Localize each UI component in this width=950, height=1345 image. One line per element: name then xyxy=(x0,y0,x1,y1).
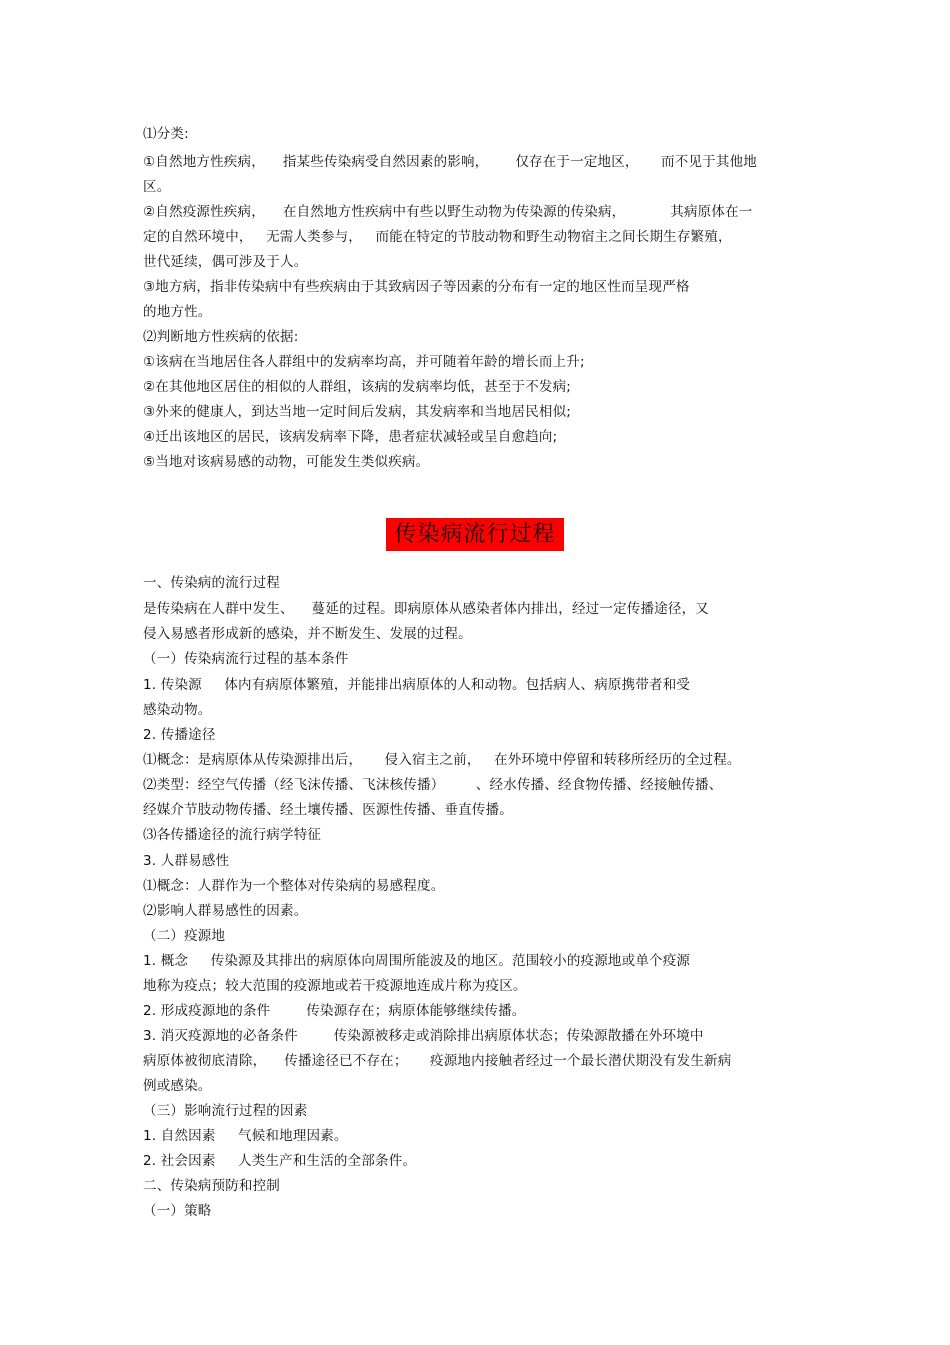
text-line: ⑵影响人群易感性的因素。 xyxy=(143,903,308,919)
text-line: ②在其他地区居住的相似的人群组，该病的发病率均低，甚至于不发病; xyxy=(143,379,572,395)
text-line: ⑵判断地方性疾病的依据: xyxy=(143,329,299,345)
text-line: （一）策略 xyxy=(143,1203,212,1219)
text-line: 2. 传播途径 xyxy=(143,727,216,743)
text-line: 1. 传染源 体内有病原体繁殖，并能排出病原体的人和动物。包括病人、病原携带者和受 xyxy=(143,677,691,693)
text-line: 二、传染病预防和控制 xyxy=(143,1178,280,1194)
text-line: 地称为疫点；较大范围的疫源地或若干疫源地连成片称为疫区。 xyxy=(143,978,527,994)
text-line: 2. 社会因素 人类生产和生活的全部条件。 xyxy=(143,1153,417,1169)
text-line: ③地方病，指非传染病中有些疾病由于其致病因子等因素的分布有一定的地区性而呈现严格 xyxy=(143,279,690,295)
text-line: 例或感染。 xyxy=(143,1078,212,1094)
text-line: ①该病在当地居住各人群组中的发病率均高，并可随着年龄的增长而上升; xyxy=(143,354,585,370)
text-line: 一、传染病的流行过程 xyxy=(143,575,280,591)
text-line: （一）传染病流行过程的基本条件 xyxy=(143,651,349,667)
text-line: 感染动物。 xyxy=(143,702,212,718)
text-line: ⑵类型：经空气传播（经飞沫传播、飞沫核传播） 、经水传播、经食物传播、经接触传播、 xyxy=(143,777,723,793)
text-line: （三）影响流行过程的因素 xyxy=(143,1103,308,1119)
text-line: （二）疫源地 xyxy=(143,928,226,944)
text-line: 2. 形成疫源地的条件 传染源存在；病原体能够继续传播。 xyxy=(143,1003,526,1019)
text-line: ⑶各传播途径的流行病学特征 xyxy=(143,827,322,843)
text-line: 区。 xyxy=(143,179,171,195)
text-line: 定的自然环境中， 无需人类参与， 而能在特定的节肢动物和野生动物宿主之间长期生存繁殖， xyxy=(143,229,732,245)
section-title: 传染病流行过程 xyxy=(394,522,556,547)
text-line: ⑴概念：是病原体从传染源排出后， 侵入宿主之前， 在外环境中停留和转移所经历的全过程。 xyxy=(143,752,741,768)
text-line: 的地方性。 xyxy=(143,304,212,320)
text-line: ④迁出该地区的居民，该病发病率下降，患者症状减轻或呈自愈趋向; xyxy=(143,429,558,445)
text-line: ②自然疫源性疾病， 在自然地方性疾病中有些以野生动物为传染源的传染病， 其病原体在一 xyxy=(143,204,753,220)
text-line: 3. 人群易感性 xyxy=(143,853,230,869)
text-line: ①自然地方性疾病， 指某些传染病受自然因素的影响， 仅存在于一定地区， 而不见于其他地 xyxy=(143,154,757,170)
text-line: 侵入易感者形成新的感染，并不断发生、发展的过程。 xyxy=(143,626,472,642)
text-line: 3. 消灭疫源地的必备条件 传染源被移走或消除排出病原体状态；传染源散播在外环境中 xyxy=(143,1028,704,1044)
text-line: ③外来的健康人，到达当地一定时间后发病，其发病率和当地居民相似; xyxy=(143,404,572,420)
text-line: 是传染病在人群中发生、 蔓延的过程。即病原体从感染者体内排出，经过一定传播途径，又 xyxy=(143,601,709,617)
text-line: ⑴概念：人群作为一个整体对传染病的易感程度。 xyxy=(143,878,445,894)
text-line: ⑴分类: xyxy=(143,126,189,142)
text-line: 病原体被彻底清除， 传播途径已不存在； 疫源地内接触者经过一个最长潜伏期没有发生新病 xyxy=(143,1053,732,1069)
text-line: ⑤当地对该病易感的动物，可能发生类似疾病。 xyxy=(143,454,430,470)
text-line: 1. 自然因素 气候和地理因素。 xyxy=(143,1128,348,1144)
text-line: 1. 概念 传染源及其排出的病原体向周围所能波及的地区。范围较小的疫源地或单个疫源 xyxy=(143,953,691,969)
section-title-highlight xyxy=(386,518,564,551)
text-line: 经媒介节肢动物传播、经土壤传播、医源性传播、垂直传播。 xyxy=(143,802,513,818)
text-line: 世代延续，偶可涉及于人。 xyxy=(143,254,308,270)
